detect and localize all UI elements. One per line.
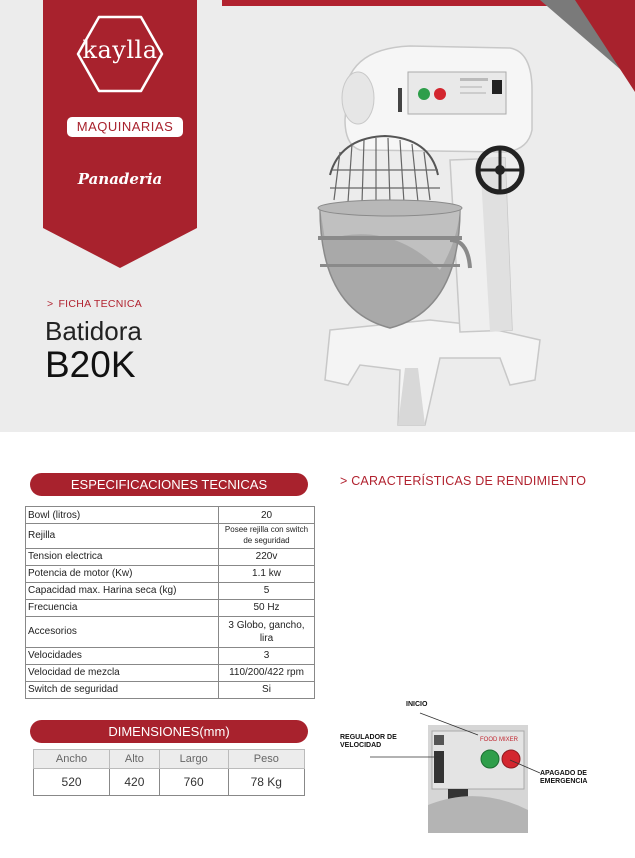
spec-label: Velocidad de mezcla — [26, 664, 219, 681]
spec-value: Si — [219, 681, 315, 698]
dimension-value: 760 — [159, 769, 228, 796]
table-row — [26, 647, 315, 664]
spec-value: 110/200/422 rpm — [219, 664, 315, 681]
sheet-label-text: FICHA TECNICA — [58, 298, 143, 310]
corner-red-triangle — [575, 0, 635, 92]
column-header: Largo — [159, 750, 228, 769]
column-header: Alto — [110, 750, 160, 769]
dimensions-header: DIMENSIONES(mm) — [30, 720, 308, 743]
table-row — [34, 769, 305, 796]
chevron-right-icon: > — [47, 298, 54, 310]
column-header: Peso — [228, 750, 304, 769]
spec-value: 5 — [219, 582, 315, 599]
table-row — [26, 507, 315, 524]
spec-label: Switch de seguridad — [26, 681, 219, 698]
sheet-label — [47, 298, 142, 310]
chevron-right-icon: > — [340, 474, 352, 488]
spec-value: 20 — [219, 507, 315, 524]
category-pill: MAQUINARIAS — [67, 117, 183, 137]
performance-title-text: CARACTERÍSTICAS DE RENDIMIENTO — [351, 474, 587, 488]
dimensions-table — [33, 749, 305, 796]
spec-label: Potencia de motor (Kw) — [26, 565, 219, 582]
speed-callout: REGULADOR DE VELOCIDAD — [340, 734, 397, 750]
product-name: Batidora — [45, 316, 142, 346]
table-header-row — [34, 750, 305, 769]
spec-label: Accesorios — [26, 616, 219, 647]
spec-label: Frecuencia — [26, 599, 219, 616]
table-row — [26, 681, 315, 698]
stop-callout: APAGADO DE EMERGENCIA — [540, 770, 588, 786]
brand-logo: kaylla — [82, 36, 158, 64]
performance-title — [340, 474, 586, 488]
product-model: B20K — [45, 344, 136, 385]
spec-label: Capacidad max. Harina seca (kg) — [26, 582, 219, 599]
dimension-value: 78 Kg — [228, 769, 304, 796]
panel-plate-text: FOOD MIXER — [480, 737, 519, 743]
dimension-value: 520 — [34, 769, 110, 796]
table-row — [26, 524, 315, 549]
table-row — [26, 599, 315, 616]
mixer-illustration — [300, 40, 560, 430]
column-header: Ancho — [34, 750, 110, 769]
spec-value: 3 — [219, 647, 315, 664]
specs-header: ESPECIFICACIONES TECNICAS — [30, 473, 308, 496]
spec-value: Posee rejilla con switch de seguridad — [219, 524, 315, 549]
specs-table — [25, 506, 315, 699]
brand-banner — [43, 0, 197, 268]
spec-label: Rejilla — [26, 524, 219, 549]
table-row — [26, 565, 315, 582]
callout-lines — [360, 705, 580, 815]
start-callout: INICIO — [406, 701, 428, 708]
spec-value: 220v — [219, 548, 315, 565]
table-row — [26, 664, 315, 681]
dimension-value: 420 — [110, 769, 160, 796]
table-row — [26, 548, 315, 565]
spec-value: 50 Hz — [219, 599, 315, 616]
spec-value: 3 Globo, gancho, lira — [219, 616, 315, 647]
spec-label: Bowl (litros) — [26, 507, 219, 524]
product-line: Panaderia — [77, 170, 163, 188]
spec-label: Tension electrica — [26, 548, 219, 565]
table-row — [26, 616, 315, 647]
spec-label: Velocidades — [26, 647, 219, 664]
table-row — [26, 582, 315, 599]
spec-value: 1.1 kw — [219, 565, 315, 582]
